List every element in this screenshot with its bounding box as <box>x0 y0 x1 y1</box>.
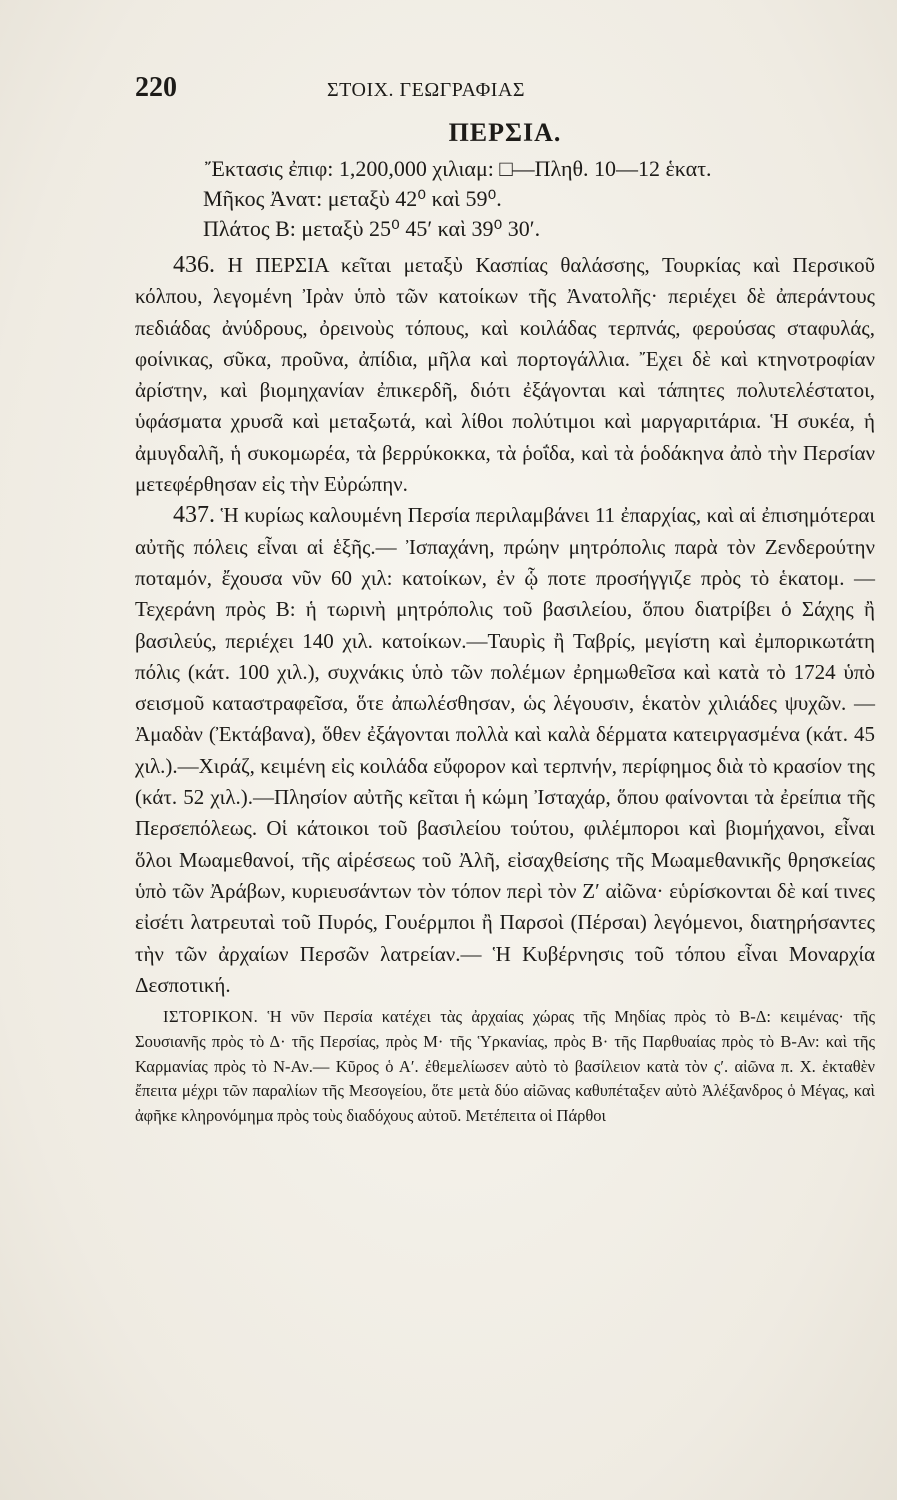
paragraph-text: Ἡ κυρίως καλουμένη Περσία περιλαμβάνει 11 ἐπαρχίας, καὶ αἱ ἐπισημότεραι αὐτῆς πόλεις εἶναι αἱ ἑξῆς.— Ἰσπαχάνη, πρώην μητρόπολις παρὰ τὸν Ζενδερούτην ποταμόν, ἔχουσα νῦν 60 χιλ: κατοίκων, ἐν ᾧ ποτε προσήγγιζε πρὸς τὸ ἑκατομ. — Τεχεράνη πρὸς Β: ἡ τωρινὴ μητρόπολις τοῦ βασιλείου, ὅπου διατρίβει ὁ Σάχης ἢ βασιλεύς, περιέχει 140 χιλ. κατοίκων.—Ταυρὶς ἢ Ταβρίς, μεγίστη καὶ ἐμπορικωτάτη πόλις (κάτ. 100 χιλ.), συχνάκις ὑπὸ τῶν πολέμων ἐρημωθεῖσα καὶ κατὰ τὸ 1724 ὑπὸ σεισμοῦ καταστραφεῖσα, ὅτε ἀπωλέσθησαν, ὡς λέγουσιν, ἑκατὸν χιλιάδες ψυχῶν. — Ἀμαδὰν (Ἐκτάβανα), ὅθεν ἐξάγονται πολλὰ καὶ καλὰ δέρματα κατειργασμένα (κάτ. 45 χιλ.).—Χιράζ, κειμένη εἰς κοιλάδα εὔφορον καὶ τερπνήν, περίφημος διὰ τὸ κρασίον της (κάτ. 52 χιλ.).—Πλησίον αὐτῆς κεῖται ἡ κώμη Ἰσταχάρ, ὅπου φαίνονται τὰ ἐρείπια τῆς Περσεπόλεως. Οἱ κάτοικοι τοῦ βασιλείου τούτου, φιλέμποροι καὶ βιομήχανοι, εἶναι ὅλοι Μωαμεθανοί, τῆς αἱρέσεως τοῦ Ἀλῆ, εἰσαχθείσης τῆς Μωαμεθανικῆς θρησκείας ὑπὸ τῶν Ἀράβων, κυριευσάντων τὸν τόπον περὶ τὸν Ζ′ αἰῶνα· εὑρίσκονται δὲ καί τινες εἰσέτι λατρευταὶ τοῦ Πυρός, Γουέρμποι ἢ Παρσοὶ (Πέρσαι) λεγόμενοι, διατηρήσαντες τὴν τῶν ἀρχαίων Περσῶν λατρείαν.— Ἡ Κυβέρνησις τοῦ τόπου εἶναι Μοναρχία Δεσποτική. <box>135 503 876 997</box>
paragraph-number: 436. <box>173 252 215 278</box>
paragraph-437 <box>135 500 875 1001</box>
stat-length: Μῆκος Ἀνατ: μεταξὺ 42⁰ καὶ 59⁰. <box>203 186 502 211</box>
paragraph-text: Η ΠΕΡΣΙΑ κεῖται μεταξὺ Κασπίας θαλάσσης, Τουρκίας καὶ Περσικοῦ κόλπου, λεγομένη Ἰρὰν ὑπὸ τῶν κατοίκων τῆς Ἀνατολῆς· περιέχει δὲ ἀπεράντους πεδιάδας ἀνύδρους, ὀρεινοὺς τόπους, καὶ κοιλάδας τερπνάς, φερούσας σταφυλάς, φοίνικας, σῦκα, προῦνα, ἀπίδια, μῆλα καὶ πορτογάλλια. Ἔχει δὲ καὶ κτηνοτροφίαν ἀρίστην, καὶ βιομηχανίαν ἐπικερδῆ, διότι ἐξάγονται καὶ τάπητες πολυτελέστατοι, ὑφάσματα χρυσᾶ καὶ μεταξωτά, καὶ λίθοι πολύτιμοι καὶ μαργαριτάρια. Ἡ συκέα, ἡ ἀμυγδαλῆ, ἡ συκομωρέα, τὰ βερρύκοκκα, τὰ ῥοΐδα, καὶ τὰ ῥοδάκηνα ἀπὸ τὴν Περσίαν μετεφέρθησαν εἰς τὴν Εὐρώπην. <box>135 253 875 497</box>
historical-note <box>135 1005 875 1129</box>
paragraph-number: 437. <box>173 502 215 529</box>
page-content <box>135 72 875 1129</box>
section-title: ΠΕΡΣΙΑ. <box>448 118 562 147</box>
paragraph-436 <box>135 250 875 500</box>
body-text <box>135 250 875 1001</box>
page-number: 220 <box>135 72 177 103</box>
historical-label: ΙΣΤΟΡΙΚΟΝ. <box>163 1007 259 1027</box>
stat-latitude: Πλάτος Β: μεταξὺ 25⁰ 45′ καὶ 39⁰ 30′. <box>203 216 541 241</box>
running-head: ΣΤΟΙΧ. ΓΕΩΓΡΑΦΙΑΣ <box>327 79 526 101</box>
historical-text: Ἡ νῦν Περσία κατέχει τὰς ἀρχαίας χώρας τῆς Μηδίας πρὸς τὸ Β-Δ: κειμένας· τῆς Σουσιανῆς πρὸς τὸ Δ· τῆς Περσίας, πρὸς Μ· τῆς Ὑρκανίας, πρὸς Β· τῆς Παρθυαίας πρὸς τὸ Β-Αν: καὶ τῆς Καρμανίας πρὸς τὸ Ν-Αν.— Κῦρος ὁ Α′. ἐθεμελίωσεν αὐτὸ τὸ βασίλειον κατὰ τὸν ς′. αἰῶνα π. Χ. ἐκταθὲν ἔπειτα μέχρι τῶν παραλίων τῆς Μεσογείου, ὅτε μετὰ δύο αἰῶνας καθυπέταξεν αὐτὸ Ἀλέξανδρος ὁ Μέγας, καὶ ἀφῆκε κληρονόμημα πρὸς τοὺς διαδόχους αὐτοῦ. Μετέπειτα οἱ Πάρθοι <box>135 1007 875 1125</box>
page-header <box>135 72 875 108</box>
stat-area: Ἔκτασις ἐπιφ: 1,200,000 χιλιαμ: □—Πληθ. 10—12 ἑκατ. <box>205 156 712 181</box>
